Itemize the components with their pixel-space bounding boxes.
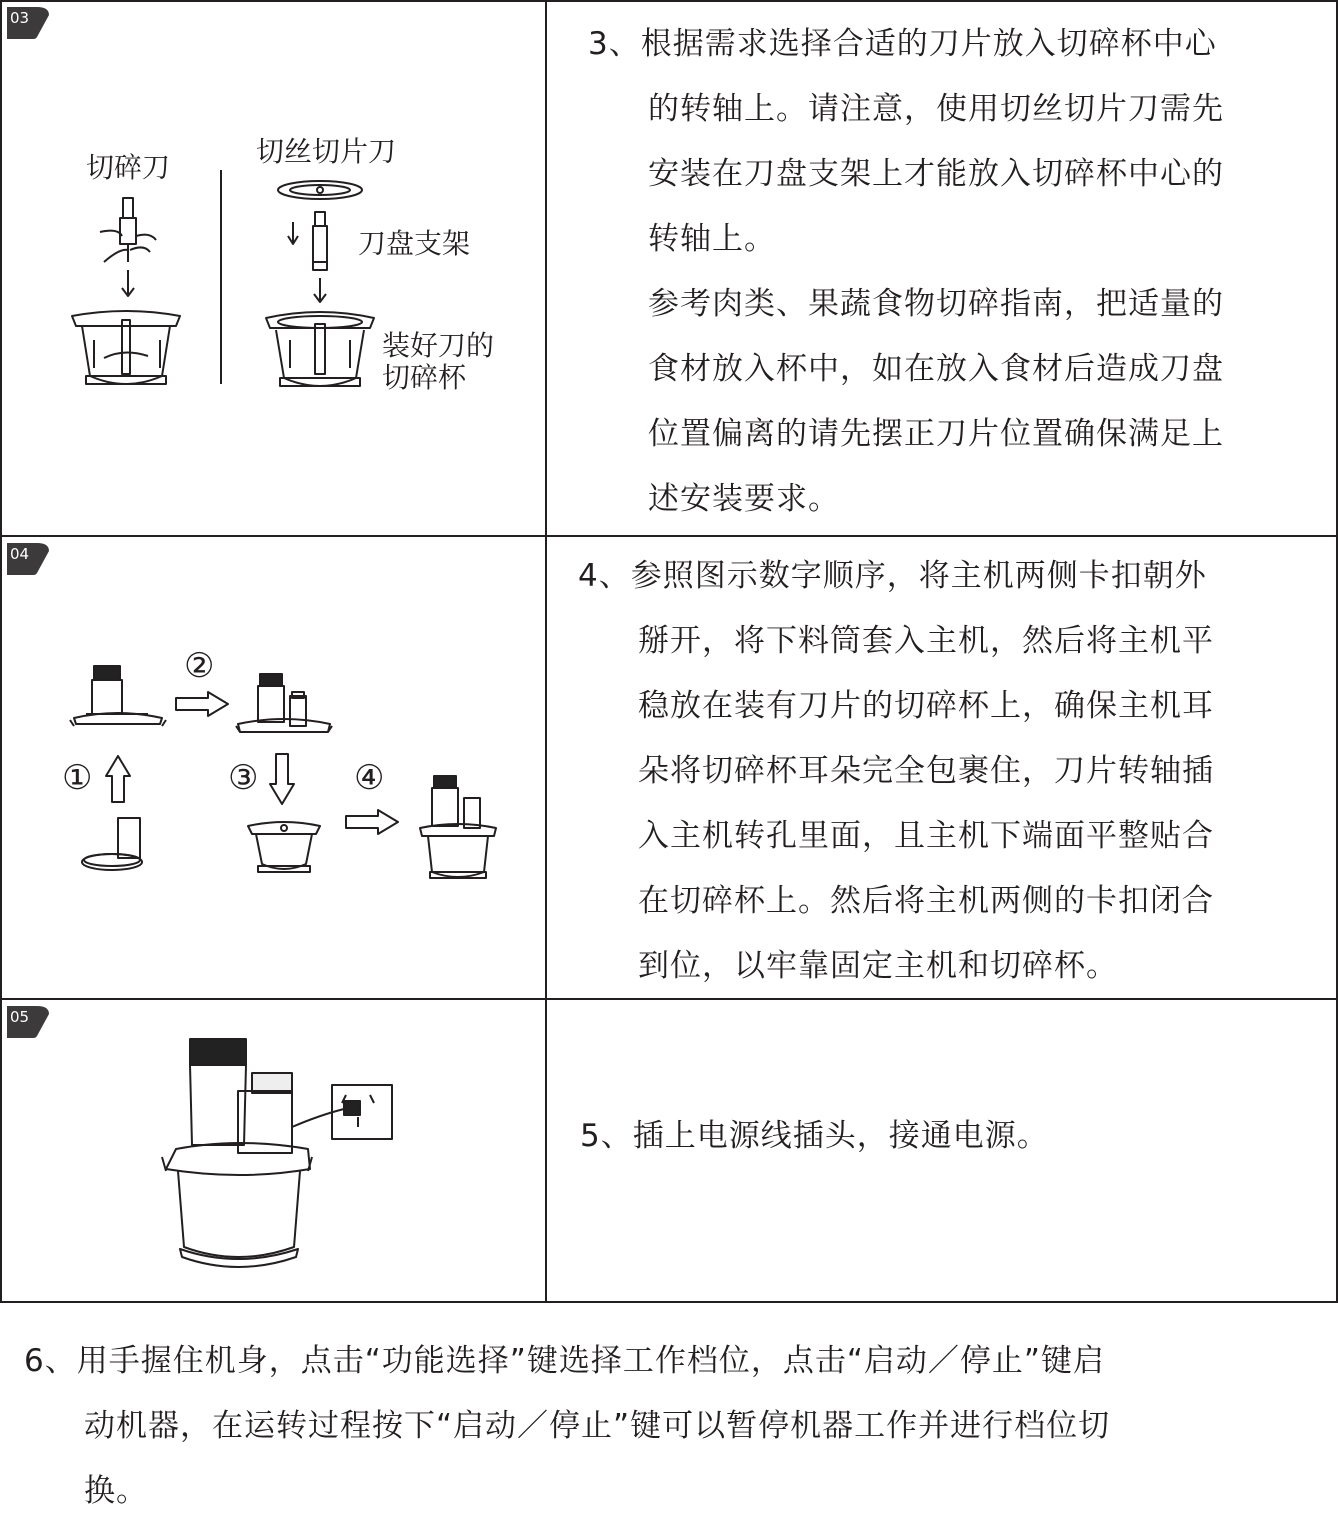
arrow-up-icon bbox=[106, 756, 130, 802]
step-number: 03 bbox=[10, 9, 30, 27]
arrow-down-icon bbox=[314, 278, 326, 302]
instruction-line: 换。 bbox=[84, 1473, 148, 1509]
instruction-line: 的转轴上。请注意，使用切丝切片刀需先 bbox=[648, 91, 1224, 127]
instruction-line: 参考肉类、果蔬食物切碎指南，把适量的 bbox=[648, 286, 1224, 322]
chopper-blade-label: 切碎刀 bbox=[86, 151, 171, 184]
instruction-line: 4、参照图示数字顺序，将主机两侧卡扣朝外 bbox=[578, 558, 1207, 594]
arrow-down-icon bbox=[288, 222, 298, 244]
disc-holder-icon bbox=[313, 212, 327, 270]
step-05-illustration-cell bbox=[0, 999, 546, 1303]
instruction-line: 到位，以牢靠固定主机和切碎杯。 bbox=[638, 948, 1118, 984]
food-chopper-icon bbox=[162, 1039, 312, 1267]
instruction-line: 5、插上电源线插头，接通电源。 bbox=[580, 1118, 1049, 1154]
step-04-instructions bbox=[578, 544, 1308, 999]
arrow-down-icon bbox=[122, 270, 134, 296]
motor-with-chute-icon bbox=[236, 674, 332, 732]
sequence-number-1: ① bbox=[62, 758, 93, 798]
instruction-line: 安装在刀盘支架上才能放入切碎杯中心的 bbox=[648, 156, 1224, 192]
slicer-blade-label: 切丝切片刀 bbox=[256, 135, 397, 168]
step-03-instructions bbox=[588, 12, 1308, 532]
instruction-line: 转轴上。 bbox=[648, 221, 776, 257]
blade-installation-illustration bbox=[0, 0, 546, 536]
chopper-bowl-icon bbox=[248, 822, 320, 872]
sequence-number-4: ④ bbox=[354, 758, 385, 798]
step-number: 04 bbox=[10, 545, 30, 563]
instruction-line: 在切碎杯上。然后将主机两侧的卡扣闭合 bbox=[638, 883, 1214, 919]
arrow-right-icon bbox=[176, 692, 228, 716]
instruction-line: 食材放入杯中，如在放入食材后造成刀盘 bbox=[648, 351, 1224, 387]
power-outlet-icon bbox=[332, 1085, 392, 1139]
arrow-down-icon bbox=[270, 754, 294, 804]
instruction-line: 掰开，将下料筒套入主机，然后将主机平 bbox=[638, 623, 1214, 659]
assembly-sequence-illustration bbox=[0, 536, 546, 999]
chopper-blade-icon bbox=[100, 198, 156, 262]
instruction-line: 6、用手握住机身，点击“功能选择”键选择工作档位，点击“启动／停止”键启 bbox=[24, 1343, 1105, 1379]
chopper-bowl-icon bbox=[72, 311, 180, 384]
disc-holder-label: 刀盘支架 bbox=[358, 227, 471, 260]
step-04-illustration-cell bbox=[0, 536, 546, 999]
instruction-line: 位置偏离的请先摆正刀片位置确保满足上 bbox=[648, 416, 1224, 452]
instruction-line: 入主机转孔里面，且主机下端面平整贴合 bbox=[638, 818, 1214, 854]
step-number: 05 bbox=[10, 1008, 30, 1026]
step-06-instructions bbox=[24, 1329, 1324, 1524]
power-plug-icon bbox=[292, 1101, 360, 1127]
feed-tube-icon bbox=[82, 818, 142, 870]
instruction-line: 动机器，在运转过程按下“启动／停止”键可以暂停机器工作并进行档位切 bbox=[84, 1408, 1111, 1444]
arrow-right-icon bbox=[346, 810, 398, 834]
sequence-number-3: ③ bbox=[228, 758, 259, 798]
slicer-disc-icon bbox=[278, 181, 362, 199]
motor-unit-icon bbox=[70, 666, 166, 726]
power-connection-illustration bbox=[0, 999, 546, 1303]
sequence-number-2: ② bbox=[184, 646, 215, 686]
instruction-line: 述安装要求。 bbox=[648, 481, 840, 517]
assembled-chopper-icon bbox=[420, 776, 496, 878]
step-05-instructions bbox=[580, 1104, 1310, 1169]
assembled-bowl-icon bbox=[266, 312, 374, 386]
step-03-illustration-cell bbox=[0, 0, 546, 536]
instruction-line: 朵将切碎杯耳朵完全包裹住，刀片转轴插 bbox=[638, 753, 1214, 789]
instruction-line: 3、根据需求选择合适的刀片放入切碎杯中心 bbox=[588, 26, 1217, 62]
assembled-bowl-label-2: 切碎杯 bbox=[382, 361, 467, 394]
instruction-line: 稳放在装有刀片的切碎杯上，确保主机耳 bbox=[638, 688, 1214, 724]
assembled-bowl-label: 装好刀的 bbox=[382, 329, 495, 362]
